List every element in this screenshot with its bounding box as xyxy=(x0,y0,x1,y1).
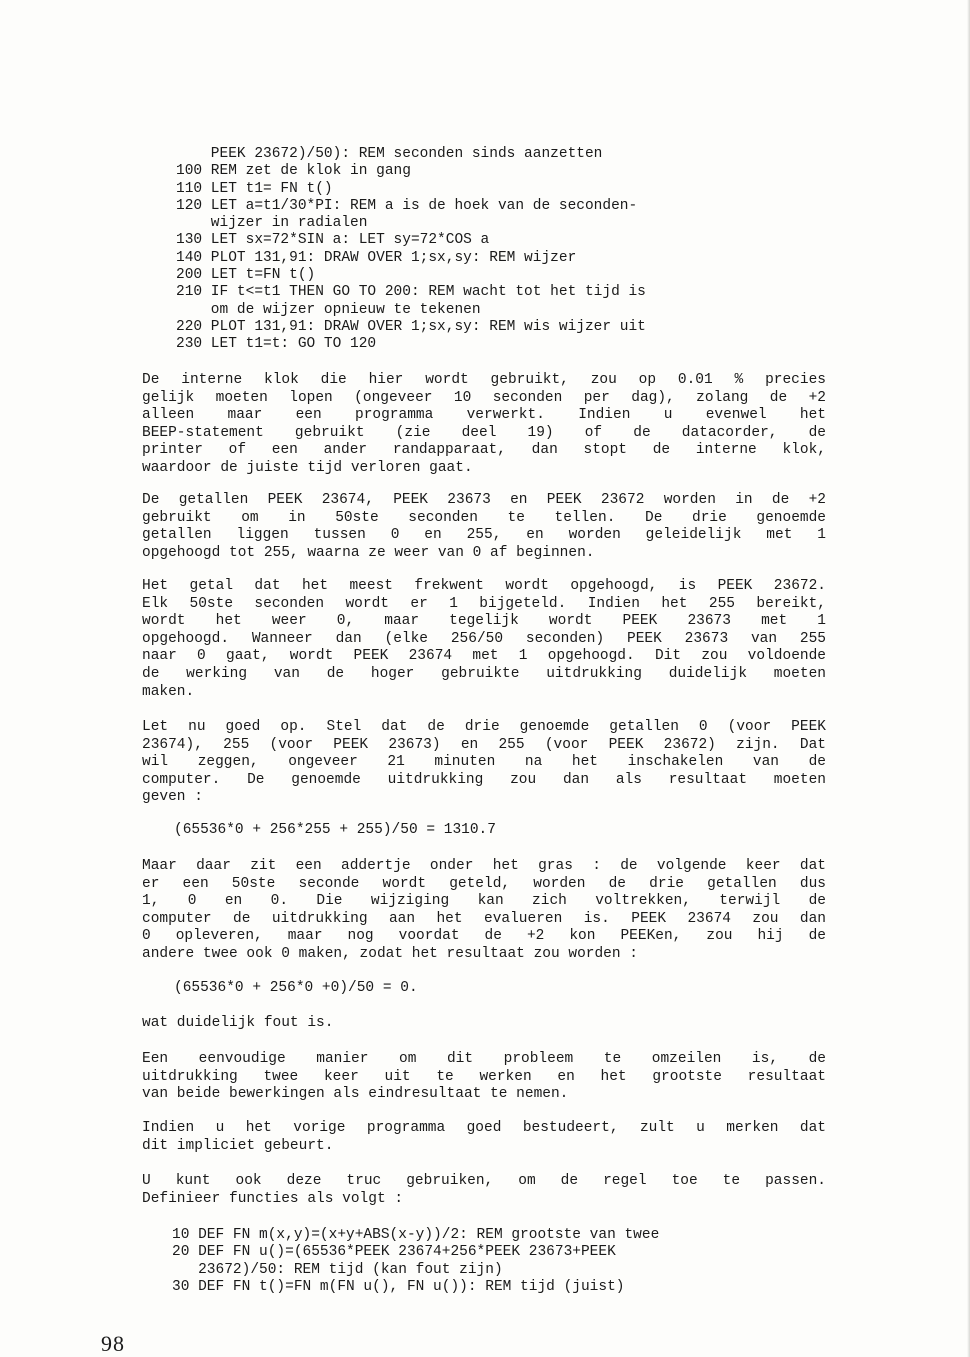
code-line: 20 DEF FN u()=(65536*PEEK 23674+256*PEEK 23673+PEEK xyxy=(172,1244,616,1261)
text-line: De getallen PEEK 23674, PEEK 23673 en PEEK 23672 worden in de +2 xyxy=(142,492,826,508)
page-number: 98 xyxy=(101,1331,125,1356)
code-line: 10 DEF FN m(x,y)=(x+y+ABS(x-y))/2: REM grootste van twee xyxy=(172,1227,660,1243)
paragraph-addertje xyxy=(142,858,826,964)
code-line: 230 LET t1=t: GO TO 120 xyxy=(176,336,377,353)
code-line: 23672)/50: REM tijd (kan fout zijn) xyxy=(172,1261,503,1278)
text-line: 1, 0 en 0. Die wijziging kan zich voltrekken, terwijl de xyxy=(142,893,826,910)
text-line: Maar daar zit een addertje onder het gras : de volgende keer dat xyxy=(142,858,826,874)
text-line: wil zeggen, ongeveer 21 minuten na het inschakelen van de xyxy=(142,754,826,771)
text-line: getallen liggen tussen 0 en 255, en worden geleidelijk met 1 xyxy=(142,527,826,544)
text-line: Definieer functies als volgt : xyxy=(142,1190,404,1207)
code-line: 210 IF t<=t1 THEN GO TO 200: REM wacht tot het tijd is xyxy=(176,284,646,301)
code-line: 130 LET sx=72*SIN a: LET sy=72*COS a xyxy=(176,232,490,249)
text-line: dit impliciet gebeurt. xyxy=(142,1137,334,1154)
code-line: 200 LET t=FN t() xyxy=(176,267,316,284)
code-line: 140 PLOT 131,91: DRAW OVER 1;sx,sy: REM wijzer xyxy=(176,249,577,266)
text-line: Het getal dat het meest frekwent wordt opgehoogd, is PEEK 23672. xyxy=(142,578,826,594)
text-line: Een eenvoudige manier om dit probleem te omzeilen is, de xyxy=(142,1051,826,1067)
paragraph-getallen xyxy=(142,492,826,562)
code-line: 30 DEF FN t()=FN m(FN u(), FN u()): REM tijd (juist) xyxy=(172,1278,625,1295)
text-line: geven : xyxy=(142,789,203,806)
text-line: van beide bewerkingen als eindresultaat te nemen. xyxy=(142,1086,569,1103)
text-line: printer of een ander randapparaat, dan stopt de interne klok, xyxy=(142,442,826,459)
paragraph-truc xyxy=(142,1173,826,1208)
text-line: waardoor de juiste tijd verloren gaat. xyxy=(142,459,473,476)
text-line: uitdrukking twee keer uit te werken en het grootste resultaat xyxy=(142,1068,826,1085)
text-line: wat duidelijk fout is. xyxy=(142,1015,334,1031)
text-line: gelijk moeten lopen (ongeveer 10 seconden per dag), zolang de +2 xyxy=(142,389,826,406)
code-line: PEEK 23672)/50): REM seconden sinds aanzetten xyxy=(176,146,603,162)
text-line: opgehoogd. Wanneer dan (elke 256/50 seconden) PEEK 23673 van 255 xyxy=(142,630,826,647)
text-line: naar 0 gaat, wordt PEEK 23674 met 1 opgehoogd. Dit zou voldoende xyxy=(142,648,826,665)
code-line: om de wijzer opnieuw te tekenen xyxy=(176,301,481,318)
text-line: BEEP-statement gebruikt (zie deel 19) of de datacorder, de xyxy=(142,424,826,441)
paragraph-let-nu-goed-op xyxy=(142,719,826,807)
text-line: de werking van de hoger gebruikte uitdrukking duidelijk moeten xyxy=(142,665,826,682)
text-line: er een 50ste seconde wordt geteld, worden de drie getallen dus xyxy=(142,875,826,892)
text-line: computer de uitdrukking aan het evalueren is. PEEK 23674 zou dan xyxy=(142,910,826,927)
text-line: U kunt ook deze truc gebruiken, om de regel toe te passen. xyxy=(142,1173,826,1189)
formula-zero: (65536*0 + 256*0 +0)/50 = 0. xyxy=(174,980,418,996)
code-listing-clock xyxy=(176,146,646,354)
text-line: Let nu goed op. Stel dat de drie genoemde getallen 0 (voor PEEK xyxy=(142,719,826,735)
code-line: 120 LET a=t1/30*PI: REM a is de hoek van de seconden- xyxy=(176,197,638,214)
text-line: gebruikt om in 50ste seconden te tellen. De drie genoemde xyxy=(142,509,826,526)
text-line: 0 opleveren, maar nog voordat de +2 kon PEEKen, zou hij de xyxy=(142,928,826,945)
code-listing-def-fn xyxy=(172,1227,659,1296)
text-line: computer. De genoemde uitdrukking zou dan als resultaat moeten xyxy=(142,771,826,788)
text-line: maken. xyxy=(142,683,195,700)
code-line: 110 LET t1= FN t() xyxy=(176,180,333,197)
text-line: wordt het weer 0, maar tegelijk wordt PEEK 23673 met 1 xyxy=(142,613,826,630)
paragraph-impliciet xyxy=(142,1120,826,1155)
text-line: Elk 50ste seconden wordt er 1 bijgeteld. Indien het 255 bereikt, xyxy=(142,595,826,612)
text-line: andere twee ook 0 maken, zodat het resultaat zou worden : xyxy=(142,945,638,962)
code-line: 220 PLOT 131,91: DRAW OVER 1;sx,sy: REM wis wijzer uit xyxy=(176,318,646,335)
formula-1310: (65536*0 + 256*255 + 255)/50 = 1310.7 xyxy=(174,822,496,838)
paragraph-eenvoudige-manier xyxy=(142,1051,826,1104)
code-line: 100 REM zet de klok in gang xyxy=(176,163,411,180)
text-line: opgehoogd tot 255, waarna ze weer van 0 af beginnen. xyxy=(142,544,595,561)
text-line: De interne klok die hier wordt gebruikt, zou op 0.01 % precies xyxy=(142,372,826,388)
code-line: wijzer in radialen xyxy=(176,215,368,232)
paragraph-interne-klok xyxy=(142,372,826,478)
paragraph-fout xyxy=(142,1015,826,1033)
paragraph-frekwent xyxy=(142,578,826,701)
text-line: 23674), 255 (voor PEEK 23673) en 255 (voor PEEK 23672) zijn. Dat xyxy=(142,736,826,753)
text-line: Indien u het vorige programma goed bestudeert, zult u merken dat xyxy=(142,1120,826,1136)
text-line: alleen maar een programma verwerkt. Indien u evenwel het xyxy=(142,407,826,424)
